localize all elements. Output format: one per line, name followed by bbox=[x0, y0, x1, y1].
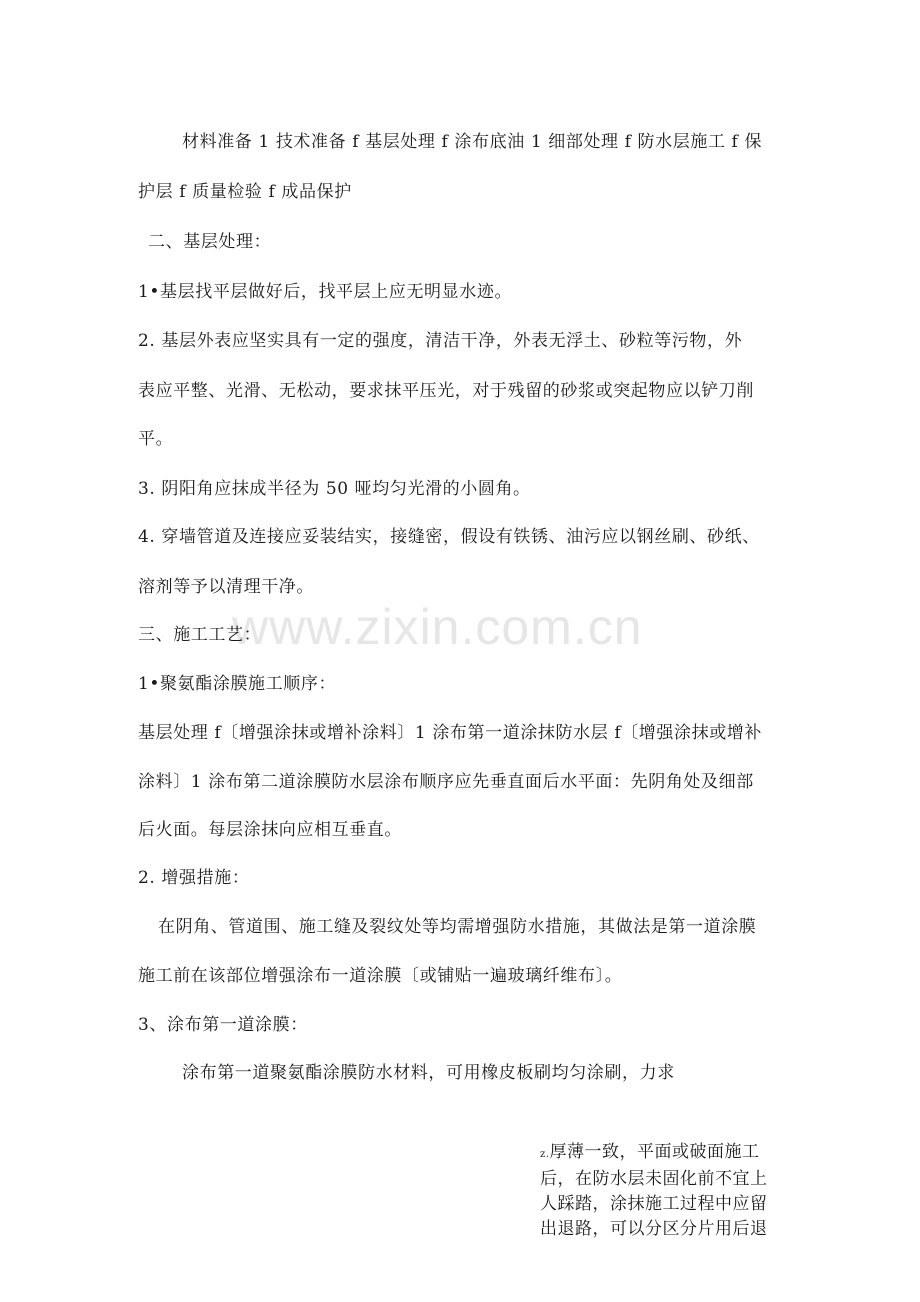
paragraph-line: 后火面。每层涂抹向应相互垂直。 bbox=[138, 820, 402, 840]
paragraph-line: 1•基层找平层做好后，找平层上应无明显水迹。 bbox=[138, 282, 513, 302]
paragraph-line: 护层 f 质量检验 f 成品保护 bbox=[138, 182, 352, 202]
paragraph-line: 表应平整、光滑、无松动，要求抹平压光，对于残留的砂浆或突起物应以铲刀削 bbox=[138, 381, 754, 401]
note-line: 后，在防水层未固化前不宜上 bbox=[540, 1169, 768, 1189]
note-line: z.厚薄一致，平面或破面施工 bbox=[540, 1142, 760, 1162]
paragraph-line: 基层处理 f〔增强涂抹或增补涂料〕1 涂布第一道涂抹防水层 f〔增强涂抹或增补 bbox=[138, 723, 763, 743]
paragraph-line: 平。 bbox=[138, 429, 174, 449]
paragraph-line: 涂料〕1 涂布第二道涂膜防水层涂布顺序应先垂直面后水平面：先阴角处及细部 bbox=[138, 772, 754, 792]
paragraph-line: 溶剂等予以清理干净。 bbox=[138, 577, 314, 597]
paragraph-line: 3、涂布第一道涂膜： bbox=[138, 1015, 308, 1035]
note-prefix: z. bbox=[540, 1149, 550, 1160]
watermark: www.zixin.com.cn bbox=[232, 599, 643, 655]
paragraph-line: 材料准备 1 技术准备 f 基层处理 f 涂布底油 1 细部处理 f 防水层施工 f 保 bbox=[182, 132, 763, 152]
section-heading: 三、施工工艺： bbox=[138, 625, 262, 645]
paragraph-line: 2. 基层外表应坚实具有一定的强度，清洁干净，外表无浮土、砂粒等污物，外 bbox=[138, 331, 743, 351]
note-line: 出退路，可以分区分片用后退 bbox=[540, 1219, 768, 1239]
paragraph-line: 3. 阴阳角应抹成半径为 50 哑均匀光滑的小圆角。 bbox=[138, 479, 531, 499]
paragraph-line: 涂布第一道聚氨酯涂膜防水材料，可用橡皮板刷均匀涂刷，力求 bbox=[182, 1063, 675, 1083]
paragraph-line: 施工前在该部位增强涂布一道涂膜〔或铺贴一遍玻璃纤维布〕。 bbox=[138, 966, 623, 986]
note-line: 人踩踏，涂抹施工过程中应留 bbox=[540, 1194, 768, 1214]
paragraph-line: 1•聚氨酯涂膜施工顺序： bbox=[138, 674, 337, 694]
section-heading: 二、基层处理： bbox=[148, 232, 272, 252]
continuation-note bbox=[540, 1140, 790, 1242]
paragraph-line: 在阴角、管道围、施工缝及裂纹处等均需增强防水措施，其做法是第一道涂膜 bbox=[158, 917, 757, 937]
paragraph-line: 2. 增强措施： bbox=[138, 868, 250, 888]
paragraph-line: 4. 穿墙管道及连接应妥装结实，接缝密，假设有铁锈、油污应以钢丝刷、砂纸、 bbox=[138, 527, 760, 547]
